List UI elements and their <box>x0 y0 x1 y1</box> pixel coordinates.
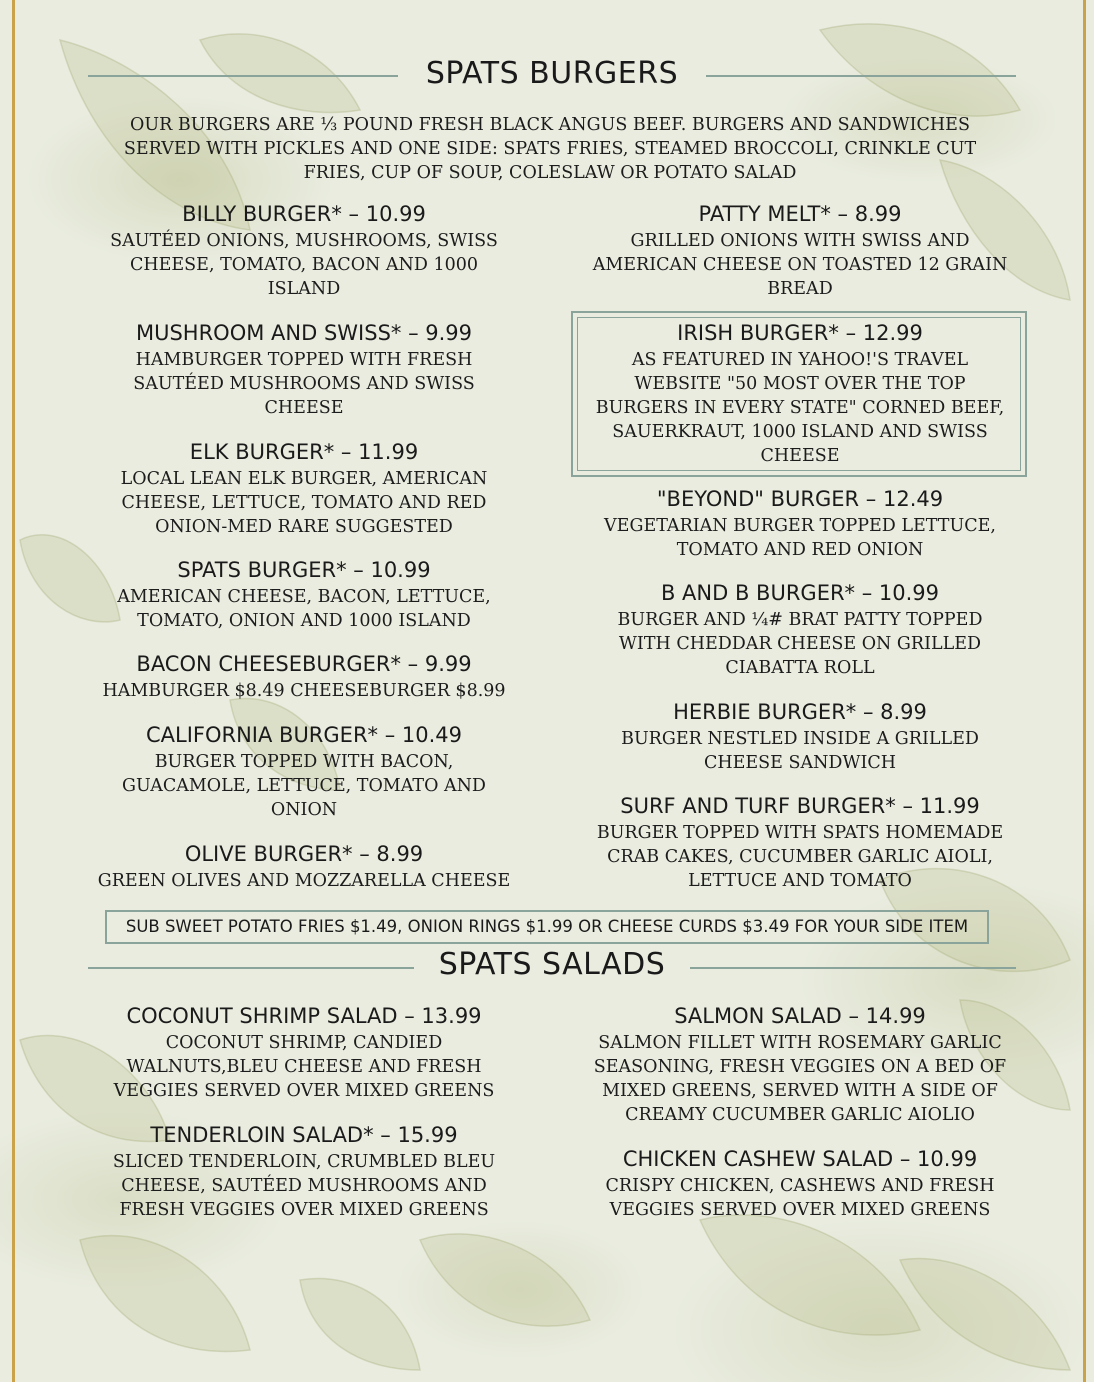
menu-item-description: LOCAL LEAN ELK BURGER, AMERICAN CHEESE, LETTUCE, TOMATO AND RED ONION-MED RARE SUGGESTED <box>120 469 488 537</box>
menu-item-description: SLICED TENDERLOIN, CRUMBLED BLEU CHEESE, SAUTÉED MUSHROOMS AND FRESH VEGGIES OVER MIXED GREENS <box>112 1152 496 1220</box>
burgers-section-title: SPATS BURGERS <box>425 56 679 91</box>
menu-item-title: B AND B BURGER* – 10.99 <box>660 581 940 605</box>
menu-item-featured <box>585 320 1015 468</box>
menu-item-title: CALIFORNIA BURGER* – 10.49 <box>145 723 463 747</box>
menu-item-description: VEGETARIAN BURGER TOPPED LETTUCE, TOMATO AND RED ONION <box>604 516 996 560</box>
menu-item-title: OLIVE BURGER* – 8.99 <box>184 842 424 866</box>
side-upgrade-note: SUB SWEET POTATO FRIES $1.49, ONION RINGS $1.99 OR CHEESE CURDS $3.49 FOR YOUR SIDE ITEM <box>105 910 989 944</box>
menu-item-description: BURGER TOPPED WITH SPATS HOMEMADE CRAB CAKES, CUCUMBER GARLIC AIOLI, LETTUCE AND TOMATO <box>596 823 1004 891</box>
menu-item <box>585 201 1015 301</box>
menu-item-description: HAMBURGER $8.49 CHEESEBURGER $8.99 <box>102 681 506 701</box>
salads-rule-right <box>690 967 1016 969</box>
menu-item-title: IRISH BURGER* – 12.99 <box>677 321 923 345</box>
salads-rule-left <box>88 967 414 969</box>
menu-item <box>94 722 514 822</box>
menu-item-title: SPATS BURGER* – 10.99 <box>177 558 431 582</box>
right-frame-border <box>1083 0 1086 1382</box>
menu-item <box>94 651 514 703</box>
menu-item <box>585 486 1015 562</box>
menu-item <box>585 1146 1015 1222</box>
menu-item-description: AMERICAN CHEESE, BACON, LETTUCE, TOMATO, ONION AND 1000 ISLAND <box>117 587 491 631</box>
burgers-intro: OUR BURGERS ARE ⅓ POUND FRESH BLACK ANGUS BEEF. BURGERS AND SANDWICHES SERVED WITH PICKLES AND ONE SIDE: SPATS FRIES, STEAMED BROCCOLI, CRINKLE CUT FRIES, CUP OF SOUP, COLESLAW OR POTATO SALAD <box>123 115 977 183</box>
menu-item <box>94 557 514 633</box>
menu-item <box>84 841 524 893</box>
menu-item <box>94 1003 514 1103</box>
menu-item-description: SAUTÉED ONIONS, MUSHROOMS, SWISS CHEESE, TOMATO, BACON AND 1000 ISLAND <box>110 231 498 299</box>
menu-item-description: COCONUT SHRIMP, CANDIED WALNUTS,BLEU CHEESE AND FRESH VEGGIES SERVED OVER MIXED GREENS <box>113 1033 495 1101</box>
menu-item-title: BILLY BURGER* – 10.99 <box>182 202 426 226</box>
salads-section-title: SPATS SALADS <box>438 947 666 982</box>
burgers-rule-left <box>88 75 398 77</box>
menu-item <box>94 1122 514 1222</box>
menu-item-description: BURGER AND ¼# BRAT PATTY TOPPED WITH CHEDDAR CHEESE ON GRILLED CIABATTA ROLL <box>617 610 983 678</box>
menu-item-description: SALMON FILLET WITH ROSEMARY GARLIC SEASONING, FRESH VEGGIES ON A BED OF MIXED GREENS, SERVED WITH A SIDE OF CREAMY CUCUMBER GARLIC AIOLIO <box>593 1033 1007 1125</box>
menu-item-title: PATTY MELT* – 8.99 <box>698 202 902 226</box>
menu-item-description: BURGER TOPPED WITH BACON, GUACAMOLE, LETTUCE, TOMATO AND ONION <box>122 752 486 820</box>
menu-item <box>585 1003 1015 1127</box>
menu-item-title: ELK BURGER* – 11.99 <box>189 440 419 464</box>
menu-item-title: CHICKEN CASHEW SALAD – 10.99 <box>622 1147 978 1171</box>
menu-item-description: BURGER NESTLED INSIDE A GRILLED CHEESE SANDWICH <box>621 729 979 773</box>
menu-item <box>585 793 1015 893</box>
menu-item-description: GREEN OLIVES AND MOZZARELLA CHEESE <box>97 871 511 891</box>
menu-item-description: HAMBURGER TOPPED WITH FRESH SAUTÉED MUSHROOMS AND SWISS CHEESE <box>133 350 475 418</box>
menu-item-title: TENDERLOIN SALAD* – 15.99 <box>150 1123 458 1147</box>
left-frame-border <box>12 0 15 1382</box>
menu-item-title: COCONUT SHRIMP SALAD – 13.99 <box>126 1004 482 1028</box>
menu-item-title: BACON CHEESEBURGER* – 9.99 <box>136 652 472 676</box>
menu-item <box>94 439 514 539</box>
menu-item-description: CRISPY CHICKEN, CASHEWS AND FRESH VEGGIES SERVED OVER MIXED GREENS <box>605 1176 995 1220</box>
menu-item <box>585 580 1015 680</box>
menu-item-title: HERBIE BURGER* – 8.99 <box>673 700 927 724</box>
menu-item-title: "BEYOND" BURGER – 12.49 <box>656 487 944 511</box>
burgers-rule-right <box>706 75 1016 77</box>
menu-item-description: GRILLED ONIONS WITH SWISS AND AMERICAN CHEESE ON TOASTED 12 GRAIN BREAD <box>592 231 1008 299</box>
menu-item-title: SALMON SALAD – 14.99 <box>674 1004 926 1028</box>
menu-item <box>94 201 514 301</box>
menu-item-title: SURF AND TURF BURGER* – 11.99 <box>620 794 980 818</box>
menu-item-description: AS FEATURED IN YAHOO!'S TRAVEL WEBSITE "50 MOST OVER THE TOP BURGERS IN EVERY STATE" CORNED BEEF, SAUERKRAUT, 1000 ISLAND AND SWISS CHEESE <box>595 350 1005 466</box>
menu-item <box>94 320 514 420</box>
menu-item <box>585 699 1015 775</box>
menu-item-title: MUSHROOM AND SWISS* – 9.99 <box>135 321 473 345</box>
